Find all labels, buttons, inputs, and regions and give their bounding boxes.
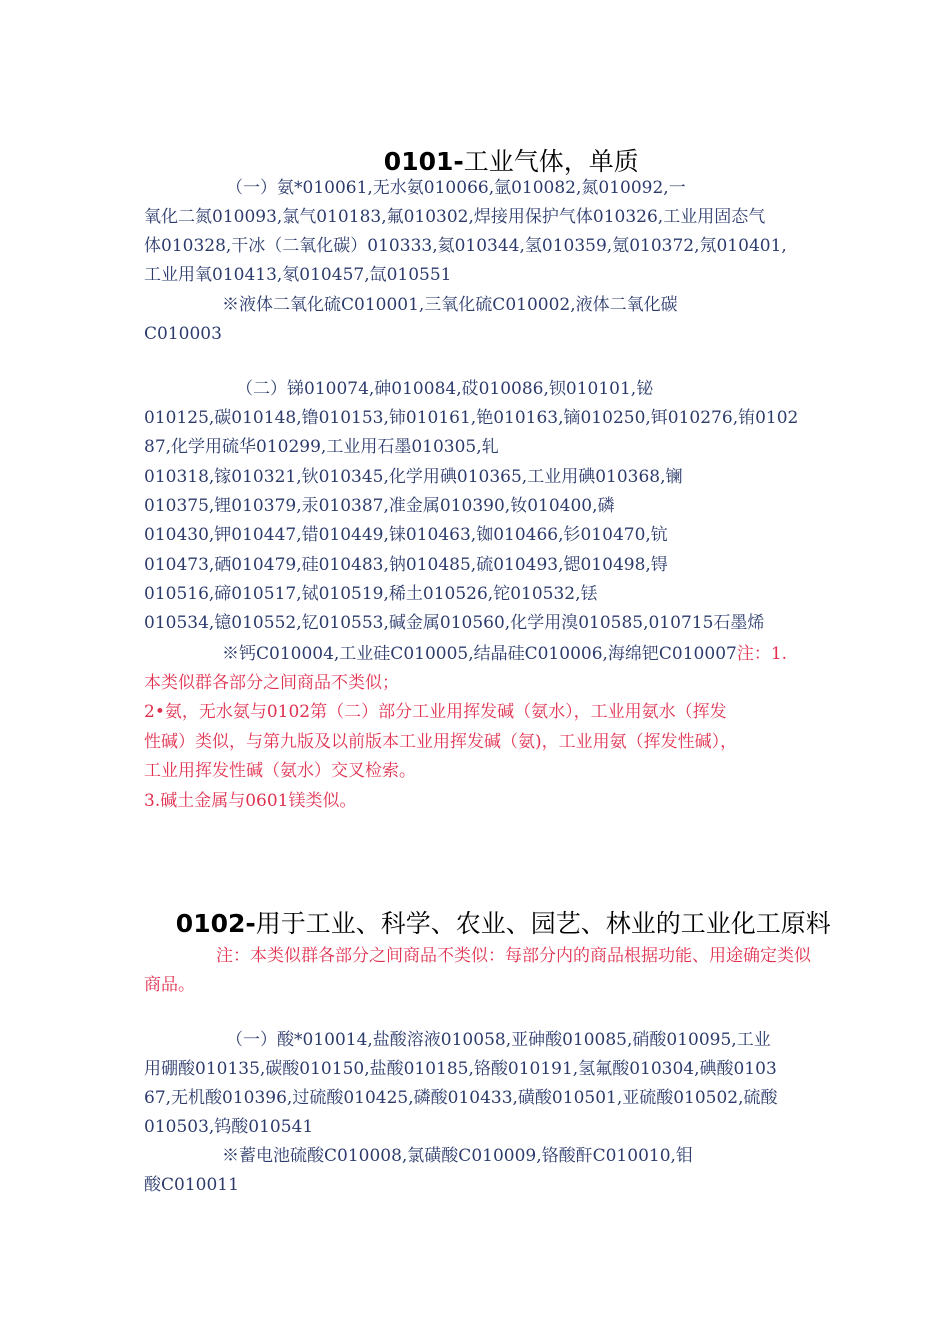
section-number: 0102-	[175, 909, 256, 938]
paragraph-line: 工业用氧010413,氡010457,氙010551	[144, 265, 452, 285]
paragraph-line: ※蓄电池硫酸C010008,氯磺酸C010009,铬酸酐C010010,钼	[222, 1146, 693, 1166]
note-line: 性碱）类似，与第九版及以前版本工业用挥发碱（氨)，工业用氨（挥发性碱），	[144, 732, 738, 752]
paragraph-line: 酸C010011	[144, 1175, 239, 1195]
paragraph-line: （一）酸*010014,盐酸溶液010058,亚砷酸010085,硝酸010095,工业	[226, 1030, 771, 1050]
paragraph-line	[222, 642, 822, 666]
paragraph-line: C010003	[144, 324, 222, 344]
paragraph-line: 010125,碳010148,镥010153,铈010161,铯010163,镝010250,铒010276,铕0102	[144, 408, 799, 428]
paragraph-line: 010534,镱010552,钇010553,碱金属010560,化学用溴010585,010715石墨烯	[144, 613, 765, 633]
paragraph-line: 用硼酸010135,碳酸010150,盐酸010185,铬酸010191,氢氟酸010304,碘酸0103	[144, 1059, 777, 1079]
paragraph-line: ※液体二氧化硫C010001,三氧化硫C010002,液体二氧化碳	[222, 295, 678, 315]
paragraph-line: 氧化二氮010093,氯气010183,氟010302,焊接用保护气体010326,工业用固态气	[144, 207, 766, 227]
paragraph-line: 87,化学用硫华010299,工业用石墨010305,轧	[144, 437, 499, 457]
note-line: 工业用挥发性碱（氨水）交叉检索。	[144, 761, 416, 781]
paragraph-line: 体010328,干冰（二氧化碳）010333,氦010344,氢010359,氪010372,氖010401,	[144, 236, 787, 256]
section-number: 0101-	[383, 147, 464, 176]
paragraph-line: 010473,硒010479,硅010483,钠010485,硫010493,锶010498,锝	[144, 555, 668, 575]
paragraph-line: 010516,碲010517,铽010519,稀土010526,铊010532,铥	[144, 584, 598, 604]
paragraph-line: 010318,镓010321,钬010345,化学用碘010365,工业用碘010368,镧	[144, 467, 683, 487]
note-line: 本类似群各部分之间商品不类似；	[144, 673, 399, 693]
note-line: 注：本类似群各部分之间商品不类似：每部分内的商品根据功能、用途确定类似	[216, 946, 811, 966]
paragraph-line: 67,无机酸010396,过硫酸010425,磷酸010433,磺酸010501,亚硫酸010502,硫酸	[144, 1088, 778, 1108]
paragraph-line: 010503,钨酸010541	[144, 1117, 314, 1137]
paragraph-text: ※钙C010004,工业硅C010005,结晶硅C010006,海绵钯C010007	[222, 644, 737, 664]
note-line: 商品。	[144, 975, 195, 995]
section-title-text: 工业气体，单质	[463, 147, 639, 176]
note-line: 2•氨，无水氨与0102第（二）部分工业用挥发碱（氨水），工业用氨水（挥发	[144, 702, 727, 722]
paragraph-line: （一）氨*010061,无水氨010066,氩010082,氮010092,一	[226, 178, 686, 198]
note-line: 3.碱土金属与0601镁类似。	[144, 791, 357, 811]
section-title-text: 用于工业、科学、农业、园艺、林业的工业化工原料	[255, 909, 831, 938]
note-label: 注：1.	[736, 644, 788, 664]
paragraph-line: （二）锑010074,砷010084,砹010086,钡010101,铋	[236, 379, 654, 399]
paragraph-line: 010430,钾010447,错010449,铼010463,铷010466,钐010470,钪	[144, 525, 668, 545]
paragraph-line: 010375,锂010379,汞010387,准金属010390,钕010400,磷	[144, 496, 615, 516]
